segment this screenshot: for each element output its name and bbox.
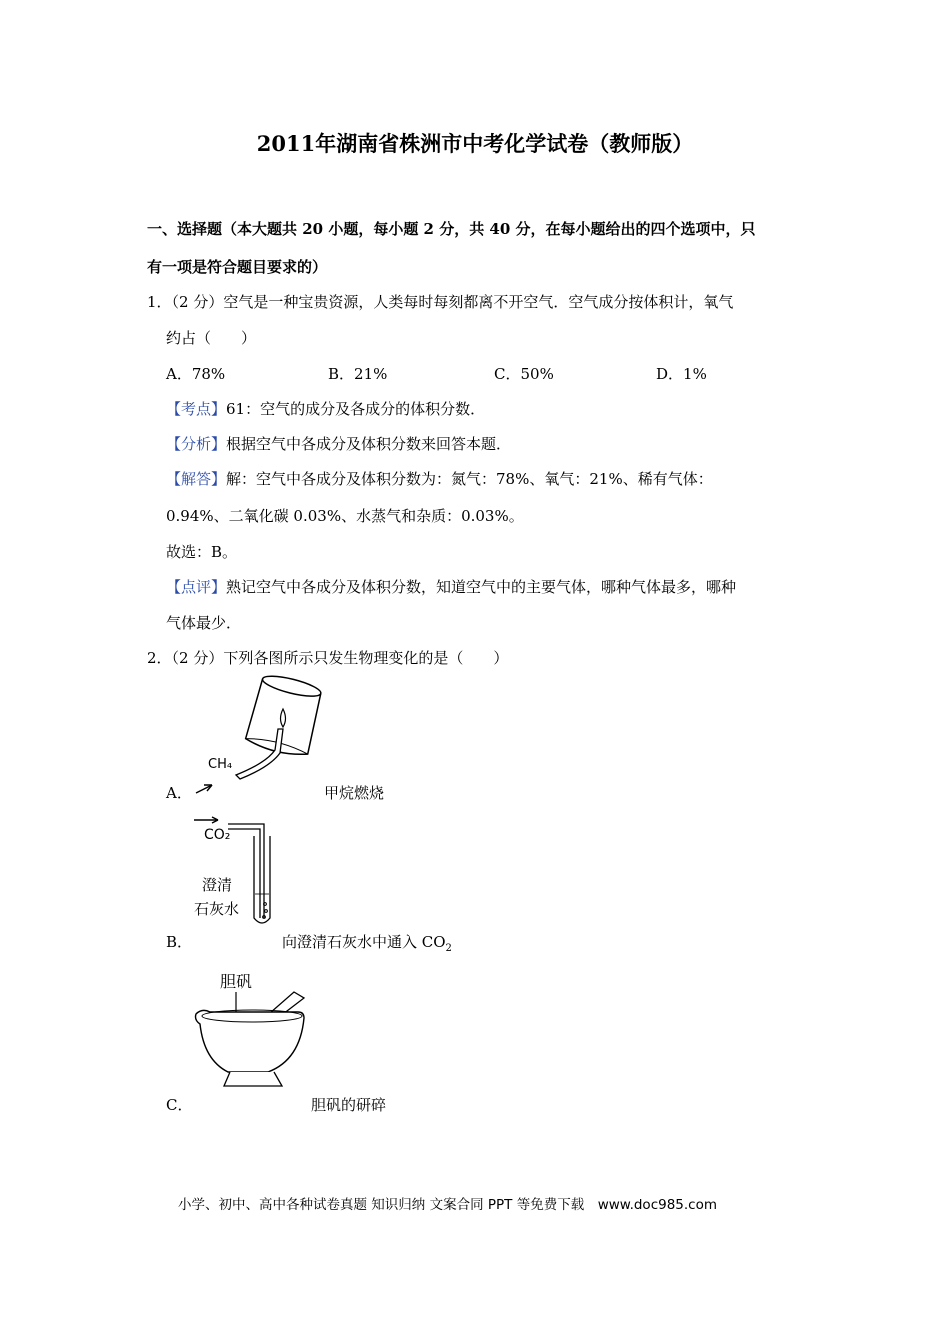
q1-dianping-line1 (166, 576, 736, 597)
jieda-text-1: 解：空气中各成分及体积分数为：氮气：78%、氧气：21%、稀有气体： (226, 470, 713, 488)
page-title: 2011年湖南省株洲市中考化学试卷（教师版） (256, 131, 694, 156)
q1-option-c: C．50% (494, 365, 554, 383)
q2-option-a-label: A． (166, 784, 192, 802)
q1-option-b: B．21% (328, 365, 388, 383)
q1-answer: 故选：B。 (166, 543, 238, 561)
dianping-tag: 【点评】 (166, 578, 227, 596)
dianping-text-1: 熟记空气中各成分及体积分数，知道空气中的主要气体，哪种气体最多，哪种 (226, 578, 737, 596)
q1-stem-line1: 1．（2 分）空气是一种宝贵资源，人类每时每刻都离不开空气．空气成分按体积计，氧气 (147, 293, 734, 311)
flame-icon (281, 709, 286, 727)
q2-option-b-caption-text: 向澄清石灰水中通入 CO (282, 933, 446, 951)
q2-option-a-caption: 甲烷燃烧 (324, 784, 385, 802)
q1-stem-line2: 约占（ ） (166, 329, 257, 347)
fenxi-text: 根据空气中各成分及体积分数来回答本题． (226, 435, 512, 453)
q2-option-c-label: C． (166, 1096, 193, 1114)
inverted-beaker (244, 675, 324, 759)
fenxi-tag: 【分析】 (166, 435, 227, 453)
q2-option-c-caption: 胆矾的研碎 (311, 1096, 387, 1114)
q2-stem: 2．（2 分）下列各图所示只发生物理变化的是（ ） (147, 649, 509, 667)
test-tube (254, 836, 270, 923)
methane-burning-figure (190, 675, 340, 795)
q1-option-d: D．1% (656, 365, 707, 383)
kaodian-tag: 【考点】 (166, 400, 227, 418)
copper-sulfate-label: 胆矾 (220, 972, 253, 991)
page-footer: 小学、初中、高中各种试卷真题 知识归纳 文案合同 PPT 等免费下载 www.doc985.com (178, 1197, 718, 1213)
q2-option-b-label: B． (166, 933, 193, 951)
q1-fenxi (166, 433, 511, 454)
section-heading-line2: 有一项是符合题目要求的） (147, 258, 328, 276)
limewater-label-line2: 石灰水 (194, 900, 240, 918)
section-heading-line1: 一、选择题（本大题共 20 小题，每小题 2 分，共 40 分，在每小题给出的四个选项中，只 (147, 220, 756, 238)
q1-option-a: A．78% (166, 365, 226, 383)
co2-label: CO₂ (204, 827, 231, 843)
gas-tube (236, 729, 283, 779)
limewater-label-line1: 澄清 (202, 876, 233, 894)
limewater-co2-figure (188, 810, 298, 935)
q2-option-b-caption-sub: 2 (445, 943, 452, 954)
kaodian-text: 61：空气的成分及各成分的体积分数． (226, 400, 486, 418)
jieda-tag: 【解答】 (166, 470, 227, 488)
q1-jieda-line2: 0.94%、二氧化碳 0.03%、水蒸气和杂质：0.03%。 (166, 507, 524, 525)
ch4-label: CH₄ (208, 757, 233, 772)
q1-jieda-line1 (166, 468, 713, 489)
q2-option-b-caption (282, 931, 452, 954)
q1-kaodian (166, 398, 485, 419)
mortar-base (224, 1072, 282, 1086)
q1-dianping-line2: 气体最少． (166, 614, 242, 632)
mortar-pestle-figure (190, 968, 310, 1098)
